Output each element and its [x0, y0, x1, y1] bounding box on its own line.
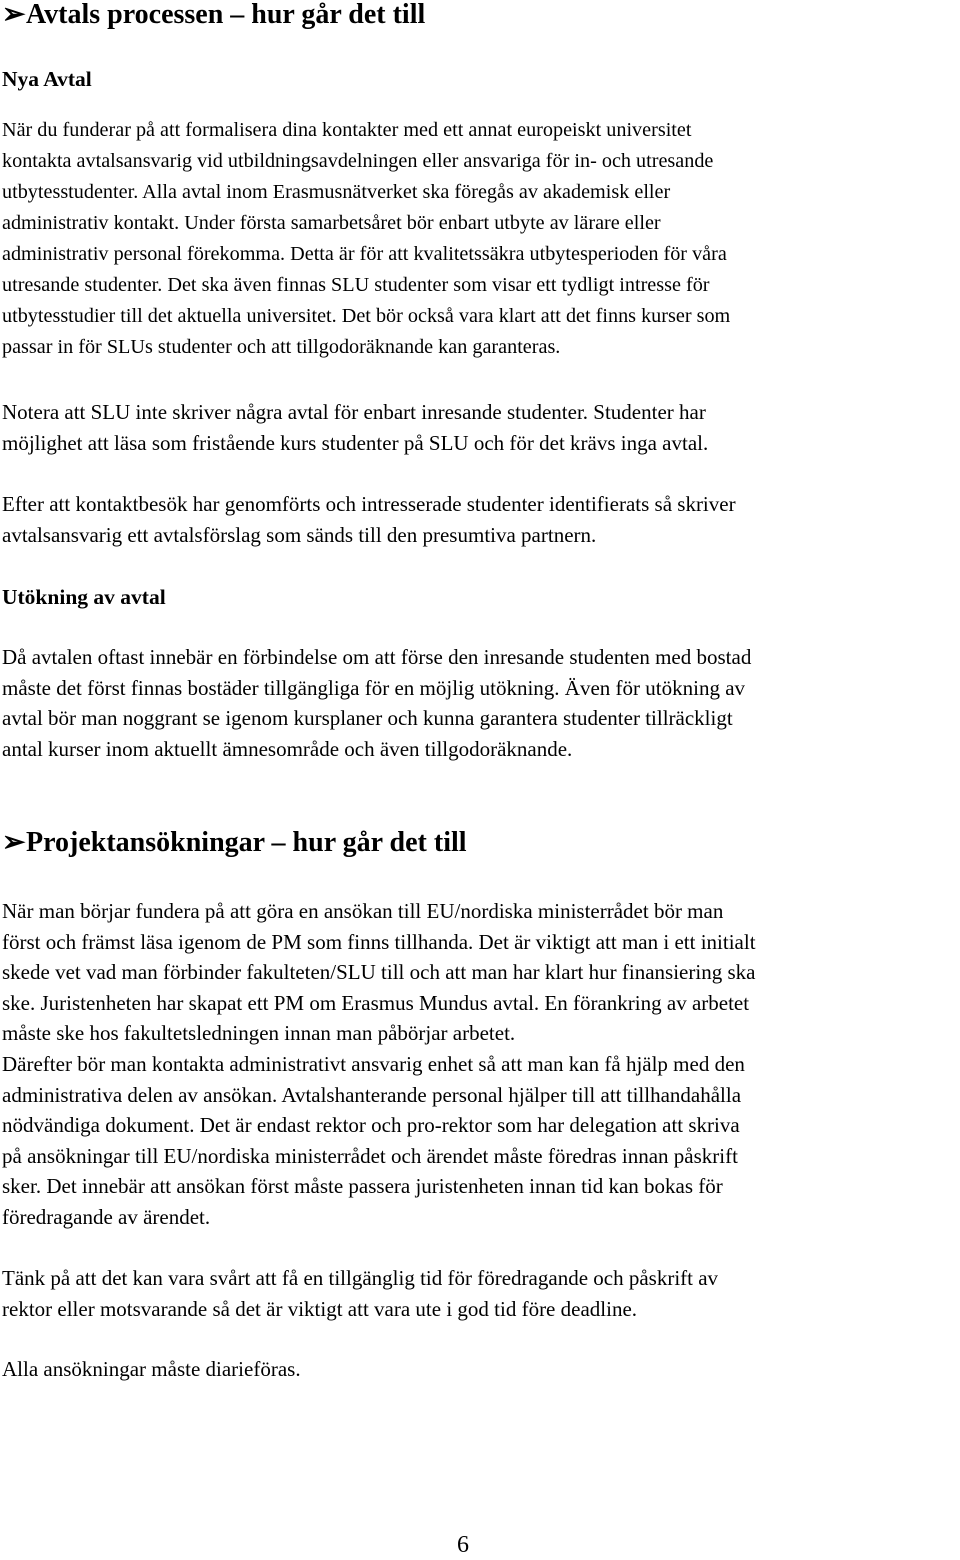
text-line: Notera att SLU inte skriver några avtal för enbart inresande studenter. Studenter har [2, 400, 706, 424]
text-line: utresande studenter. Det ska även finnas SLU studenter som visar ett tydligt intresse för [2, 274, 710, 296]
arrow-bullet-icon: ➢ [2, 0, 26, 30]
text-line: Efter att kontaktbesök har genomförts och intresserade studenter identifierats så skriver [2, 492, 736, 516]
text-line: kontakta avtalsansvarig vid utbildningsavdelningen eller ansvariga för in- och utresande [2, 150, 714, 172]
text-line: administrativa delen av ansökan. Avtalshanterande personal hjälper till att tillhandahålla [2, 1082, 742, 1107]
text-line: Tänk på att det kan vara svårt att få en tillgänglig tid för föredragande och påskrift av [2, 1266, 719, 1290]
text-line: möjlighet att läsa som fristående kurs studenter på SLU och för det krävs inga avtal. [2, 430, 709, 455]
text-line: ske. Juristenheten har skapat ett PM om Erasmus Mundus avtal. En förankring av arbetet [2, 990, 750, 1015]
section-heading-avtals-processen [2, 0, 425, 32]
text-line: Därefter bör man kontakta administrativt ansvarig enhet så att man kan få hjälp med den [2, 1051, 745, 1076]
text-line: på ansökningar till EU/nordiska ministerrådet och ärendet måste föredras innan påskrift [2, 1143, 738, 1168]
text-line: föredragande av ärendet. [2, 1204, 211, 1229]
paragraph-kontaktbesok [2, 489, 958, 550]
text-line: sker. Det innebär att ansökan först måste passera juristenheten innan tid kan bokas för [2, 1174, 723, 1199]
text-line: först och främst läsa igenom de PM som finns tillhanda. Det är viktigt att man i ett initialt [2, 929, 756, 954]
text-line: administrativ kontakt. Under första samarbetsåret bör enbart utbyte av lärare eller [2, 212, 661, 234]
text-line: utbytesstudier till det aktuella universitet. Det bör också vara klart att det finns kurser som [2, 305, 731, 327]
arrow-bullet-icon: ➢ [2, 827, 26, 858]
text-line: När du funderar på att formalisera dina kontakter med ett annat europeiskt universitet [2, 119, 692, 141]
text-line: avtalsansvarig ett avtalsförslag som sänds till den presumtiva partnern. [2, 522, 597, 547]
section-heading-projektansokningar [2, 826, 467, 860]
section-heading-text: Avtals processen – hur går det till [26, 0, 426, 30]
subheading-nya-avtal: Nya Avtal [2, 67, 92, 91]
paragraph-diareforas [2, 1354, 958, 1385]
paragraph-nya-avtal [2, 115, 958, 363]
text-line: När man börjar fundera på att göra en ansökan till EU/nordiska ministerrådet bör man [2, 899, 724, 923]
page-number: 6 [457, 1532, 469, 1558]
text-line: rektor eller motsvarande så det är viktigt att vara ute i god tid före deadline. [2, 1296, 638, 1321]
text-line: måste det först finnas bostäder tillgängliga för en möjlig utökning. Även för utökning av [2, 675, 746, 700]
subheading-utokning: Utökning av avtal [2, 585, 166, 609]
text-line: Då avtalen oftast innebär en förbindelse om att förse den inresande studenten med bostad [2, 645, 752, 669]
text-line: utbytesstudenter. Alla avtal inom Erasmusnätverket ska föregås av akademisk eller [2, 181, 671, 203]
text-line: avtal bör man noggrant se igenom kursplaner och kunna garantera studenter tillräckligt [2, 706, 733, 731]
text-line: skede vet vad man förbinder fakulteten/SLU till och att man har klart hur finansiering ska [2, 960, 756, 985]
paragraph-inresande [2, 397, 958, 458]
text-line: passar in för SLUs studenter och att tillgodoräknande kan garanteras. [2, 336, 561, 358]
section-heading-text: Projektansökningar – hur går det till [26, 827, 467, 858]
text-line: måste ske hos fakultetsledningen innan man påbörjar arbetet. [2, 1021, 516, 1046]
text-line: administrativ personal förekomma. Detta är för att kvalitetssäkra utbytesperioden för våra [2, 243, 727, 265]
text-line: nödvändiga dokument. Det är endast rektor och pro-rektor som har delegation att skriva [2, 1113, 740, 1138]
paragraph-projektansokan [2, 896, 958, 1233]
paragraph-utokning [2, 642, 958, 764]
text-line: Alla ansökningar måste diarieföras. [2, 1357, 301, 1381]
text-line: antal kurser inom aktuellt ämnesområde och även tillgodoräknande. [2, 736, 573, 761]
paragraph-foredragande [2, 1263, 958, 1324]
